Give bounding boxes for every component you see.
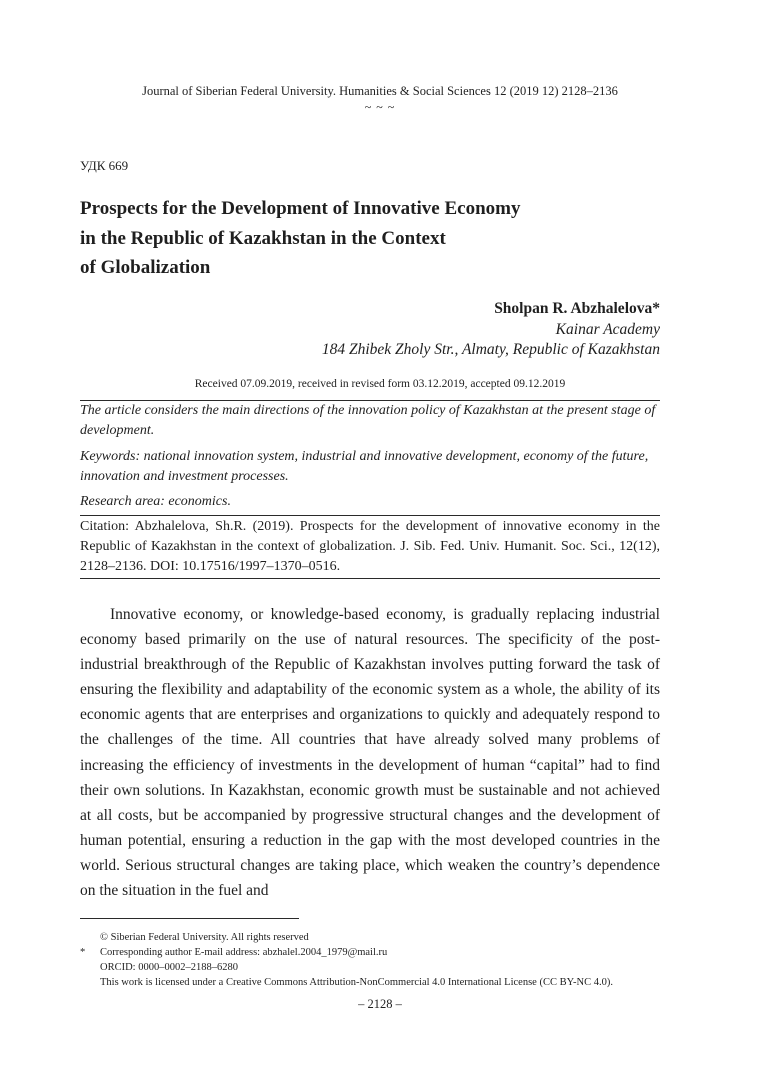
journal-header: Journal of Siberian Federal University. Humanities & Social Sciences 12 (2019 12) 2128–2136 bbox=[142, 84, 618, 98]
header-ornament: ~ ~ ~ bbox=[364, 100, 396, 114]
research-area: Research area: economics. bbox=[80, 494, 231, 509]
author-block bbox=[322, 299, 660, 361]
footnotes bbox=[80, 930, 680, 990]
article-title bbox=[80, 194, 640, 283]
footnote-license: This work is licensed under a Creative Commons Attribution-NonCommercial 4.0 International License (CC BY-NC 4.0). bbox=[100, 977, 613, 988]
received-dates: Received 07.09.2019, received in revised form 03.12.2019, accepted 09.12.2019 bbox=[194, 378, 566, 390]
udk-code: УДК 669 bbox=[80, 158, 129, 173]
author-name: Sholpan R. Abzhalelova* bbox=[494, 300, 660, 317]
footnote-mark: * bbox=[80, 947, 86, 958]
divider-bottom bbox=[80, 578, 660, 579]
body-paragraph: Innovative economy, or knowledge-based economy, is gradually replacing industrial economy based primarily on the use of natural resources. The specificity of the post-industrial breakthrough of the Republic of Kazakhstan involves putting forward the task of ensuring the flexibility and adaptability of the economic system as a whole, the ability of its economic agents that are enterprises and organizations to quickly and adequately respond to the challenges of the time. All countries that have already solved many problems of increasing the efficiency of investments in the development of human “capital” had to find their own solutions. In Kazakhstan, economic growth must be sustainable and not achieved at all costs, but be accompanied by progressive structural changes and the development of human potential, ensuring a reduction in the gap with the most developed countries in the world. Serious structural changes are taking place, which weaken the country’s dependence on the situation in the fuel and bbox=[80, 606, 660, 900]
keywords: Keywords: national innovation system, industrial and innovative development, economy of the future, innovation and investment processes. bbox=[80, 449, 649, 484]
footnote-orcid: ORCID: 0000–0002–2188–6280 bbox=[100, 962, 238, 973]
title-line-3: of Globalization bbox=[80, 257, 211, 278]
footnote-divider bbox=[80, 918, 299, 919]
author-institution: Kainar Academy bbox=[555, 320, 660, 338]
footnote-copyright: © Siberian Federal University. All rights reserved bbox=[100, 932, 309, 943]
divider-middle bbox=[80, 515, 660, 516]
title-line-1: Prospects for the Development of Innovative Economy bbox=[80, 198, 521, 219]
title-line-2: in the Republic of Kazakhstan in the Context bbox=[80, 227, 446, 249]
footnote-corresponding: * Corresponding author E-mail address: abzhalel.2004_1979@mail.ru bbox=[80, 947, 388, 958]
author-address: 184 Zhibek Zholy Str., Almaty, Republic of Kazakhstan bbox=[321, 341, 660, 358]
page-number: – 2128 – bbox=[358, 997, 402, 1011]
abstract-text: The article considers the main directions of the innovation policy of Kazakhstan at the present stage of development. bbox=[80, 403, 656, 438]
citation: Citation: Abzhalelova, Sh.R. (2019). Prospects for the development of innovative economy in the Republic of Kazakhstan in the context of globalization. J. Sib. Fed. Univ. Humanit. Soc. Sci., 12(12), 2128–2136. DOI: 10.17516/1997–1370–0516. bbox=[80, 519, 660, 574]
